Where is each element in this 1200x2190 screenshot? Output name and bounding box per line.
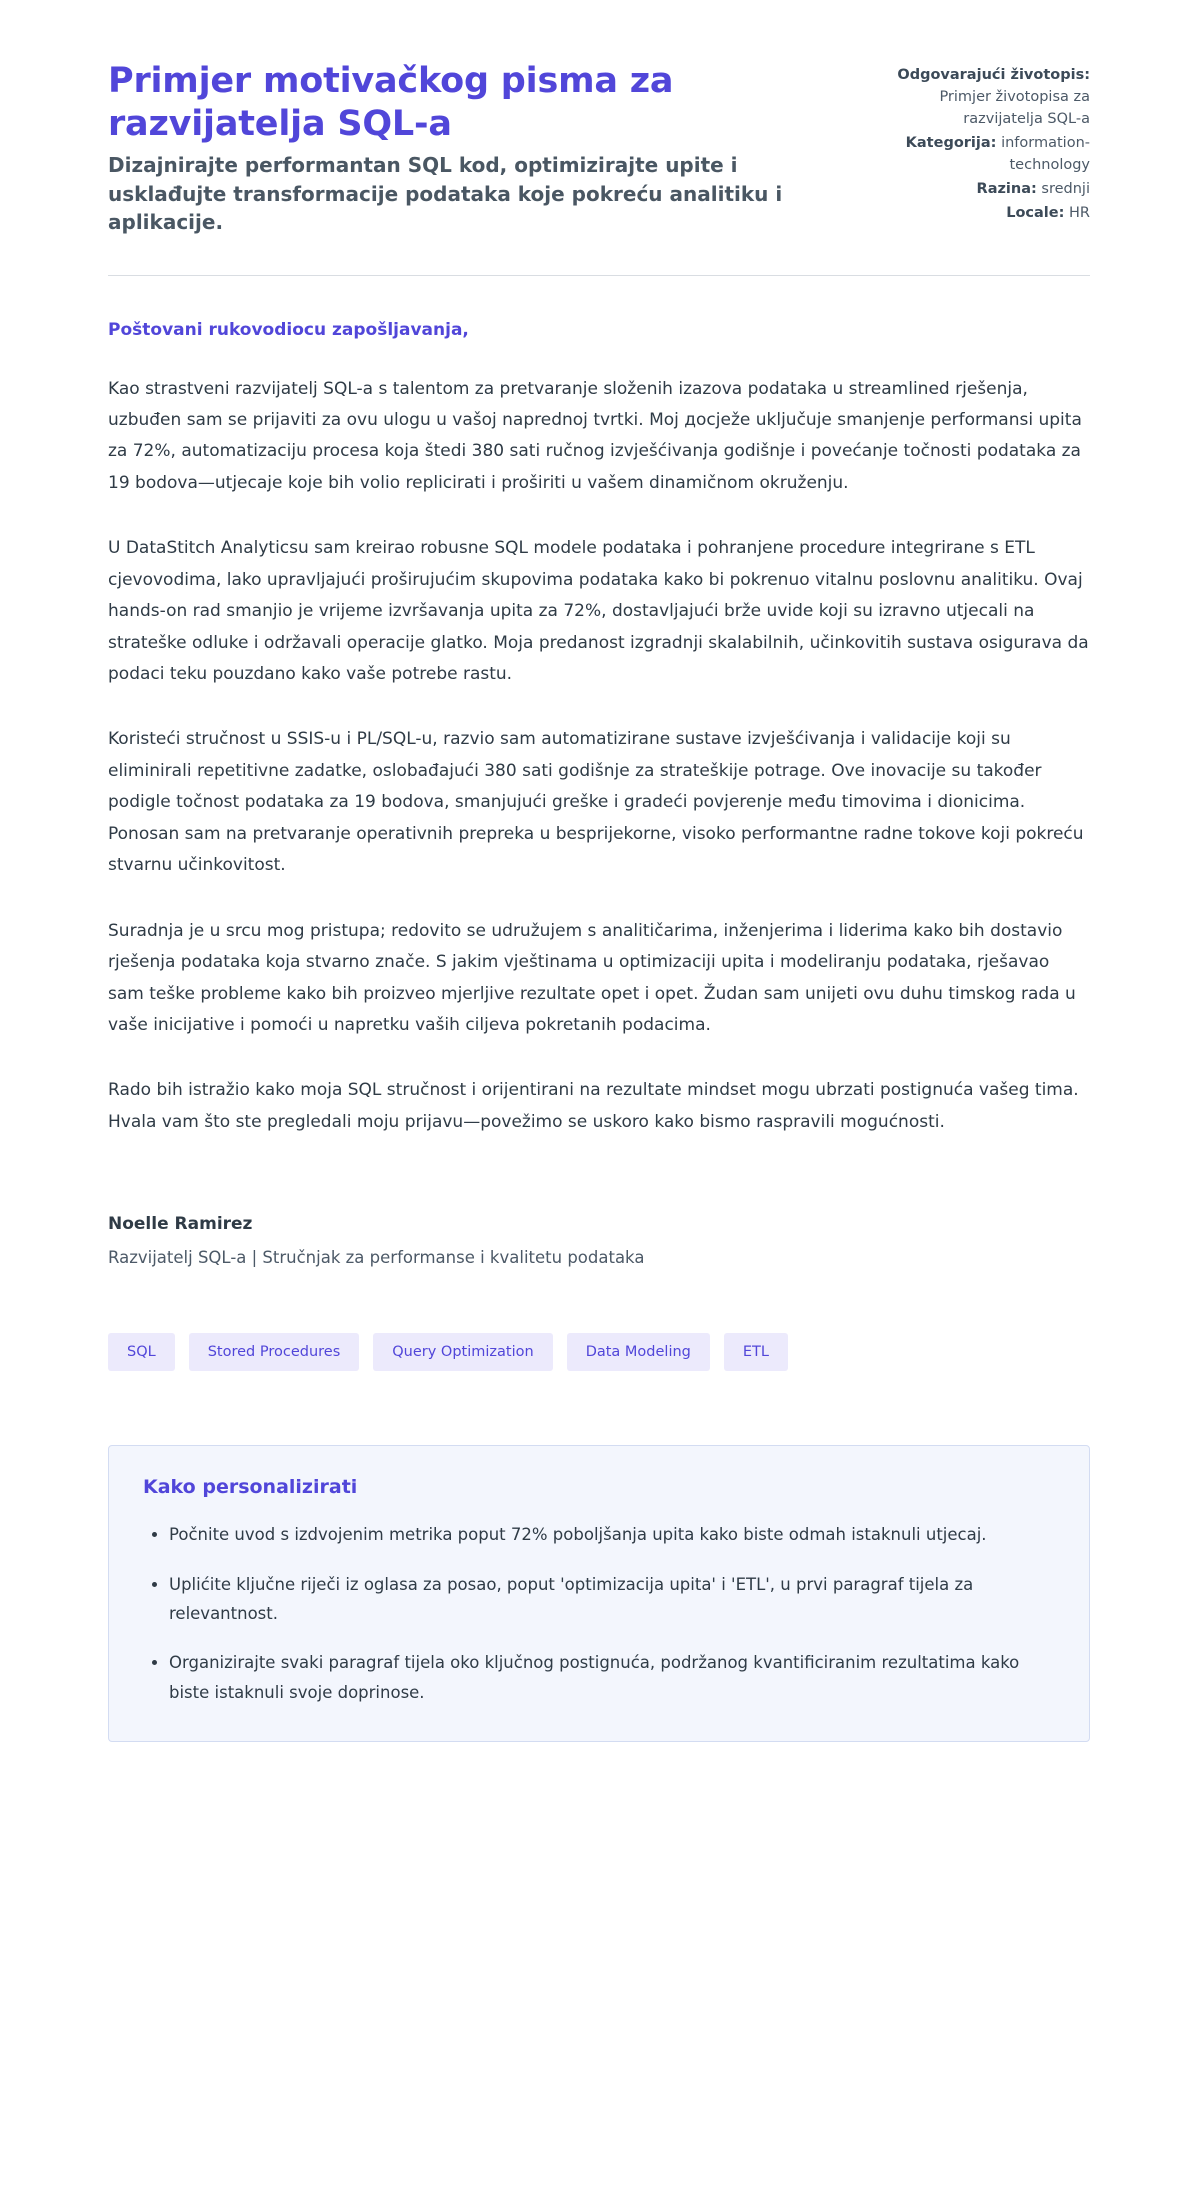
document-metadata <box>860 60 1090 226</box>
metadata-row-level <box>860 178 1090 200</box>
skill-tag-sql[interactable]: SQL <box>108 1333 175 1371</box>
body-paragraph-2: U DataStitch Analyticsu sam kreirao robusne SQL modele podataka i pohranjene procedure integrirane s ETL cjevovodima, lako upravljajući proširujućim skupovima podataka kako bi pokrenuo vitalnu poslovnu analitiku. Ovaj hands-on rad smanjio je vrijeme izvršavanja upita za 72%, dostavljajući brže uvide koji su izravno utjecali na strateške odluke i održavali operacije glatko. Moja predanost izgradnji skalabilnih, učinkovitih sustava osigurava da podaci teku pouzdano kako vaše potrebe rastu. <box>108 538 1089 685</box>
salutation: Poštovani rukovodiocu zapošljavanja, <box>108 319 469 340</box>
metadata-label: Locale: <box>1006 205 1065 222</box>
metadata-row-matching-resume <box>860 64 1090 130</box>
header-title-block <box>108 60 820 237</box>
body-paragraph-1: Kao strastveni razvijatelj SQL-a s talentom za pretvaranje složenih izazova podataka u streamlined rješenja, uzbuđen sam se prijaviti za ovu ulogu u vašoj naprednoj tvrtki. Moj досјеže uključuje smanjenje performansi upita za 72%, automatizaciju procesa koja štedi 380 sati ručnog izvješćivanja godišnje i povećanje točnosti podataka za 19 bodova—utjecaje koje bih volio replicirati i proširiti u vašem dinamičnom okruženju. <box>108 378 1082 493</box>
skill-tag-query-optimization[interactable]: Query Optimization <box>373 1333 552 1371</box>
signature-role: Razvijatelj SQL-a | Stručnjak za performanse i kvalitetu podataka <box>108 1248 645 1268</box>
skill-tag-list <box>108 1333 1090 1371</box>
metadata-row-locale <box>860 202 1090 224</box>
tip-item: • Uplićite ključne riječi iz oglasa za posao, poput 'optimizacija upita' i 'ETL', u prvi paragraf tijela za relevantnost. <box>169 1570 1055 1629</box>
tips-list <box>143 1520 1055 1707</box>
signature-block <box>108 1214 1090 1267</box>
metadata-value: srednji <box>1041 181 1090 198</box>
metadata-value: information-technology <box>1001 135 1090 174</box>
body-paragraph-4: Suradnja je u srcu mog pristupa; redovito se udružujem s analitičarima, inženjerima i liderima kako bih dostavio rješenja podataka koja stvarno znače. S jakim vještinama u optimizaciji upita i modeliranju podataka, rješavao sam teške probleme kako bih proizveo mjerljive rezultate opet i opet. Žudan sam unijeti ovu duhu timskog rada u vaše inicijative i pomoći u napretku vaših ciljeva pokretanih podacima. <box>108 920 1076 1035</box>
page-subtitle: Dizajnirajte performantan SQL kod, optimizirajte upite i usklađujte transformacije podataka koje pokreću analitiku i aplikacije. <box>108 153 783 235</box>
skill-tag-etl[interactable]: ETL <box>724 1333 788 1371</box>
tip-item: • Organizirajte svaki paragraf tijela oko ključnog postignuća, podržanog kvantificiranim rezultatima kako biste istaknuli svoje doprinose. <box>169 1648 1055 1707</box>
metadata-label: Kategorija: <box>905 135 997 152</box>
body-paragraph-3: Koristeći stručnost u SSIS-u i PL/SQL-u, razvio sam automatizirane sustave izvješćivanja i validacije koji su eliminirali repetitivne zadatke, oslobađajući 380 sati godišnje za strateškije potrage. Ove inovacije su također podigle točnost podataka za 19 bodova, smanjujući greške i gradeći povjerenje među timovima i dionicima. Ponosan sam na pretvaranje operativnih prepreka u besprijekorne, visoko performantne radne tokove koji pokreću stvarnu učinkovitost. <box>108 729 1084 876</box>
tips-title: Kako personalizirati <box>143 1476 358 1499</box>
metadata-label: Razina: <box>976 181 1037 198</box>
tip-item: • Počnite uvod s izdvojenim metrika poput 72% poboljšanja upita kako biste odmah istaknuli utjecaj. <box>169 1520 1055 1549</box>
document-header <box>108 60 1090 237</box>
page-title: Primjer motivačkog pisma za razvijatelja SQL-a <box>108 61 674 144</box>
cover-letter-body <box>108 276 1090 1268</box>
signature-name: Noelle Ramirez <box>108 1214 253 1235</box>
personalization-tips-box <box>108 1445 1090 1742</box>
metadata-label: Odgovarajući životopis: <box>897 67 1090 83</box>
metadata-value: HR <box>1069 205 1090 222</box>
metadata-value: Primjer životopisa za razvijatelja SQL-a <box>939 89 1090 128</box>
body-paragraph-5: Rado bih istražio kako moja SQL stručnost i orijentirani na rezultate mindset mogu ubrzati postignuća vašeg tima. Hvala vam što ste pregledali moju prijavu—povežimo se uskoro kako bismo raspravili mogućnosti. <box>108 1080 1079 1132</box>
skill-tag-data-modeling[interactable]: Data Modeling <box>567 1333 710 1371</box>
skill-tag-stored-procedures[interactable]: Stored Procedures <box>189 1333 360 1371</box>
metadata-row-category <box>860 132 1090 176</box>
